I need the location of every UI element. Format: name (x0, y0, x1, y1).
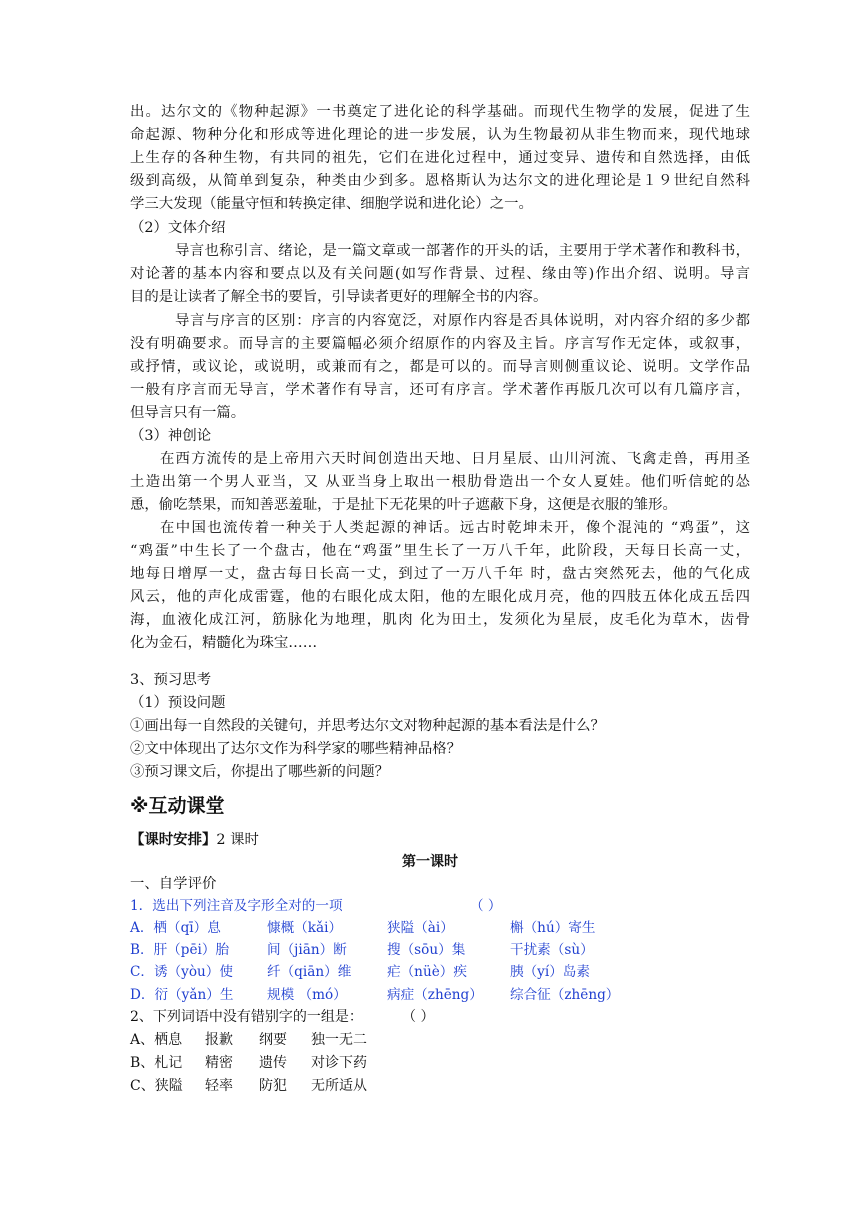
q2-stem: 2、下列词语中没有错别字的一组是： (130, 1009, 363, 1025)
q2-row-c-4: 无所适从 (311, 1078, 367, 1094)
q2-row-b-3: 遗传 (259, 1055, 287, 1071)
q1-row-d-1: D．衍（yǎn）生 (130, 987, 234, 1003)
genre-para1-line-2: 对论著的基本内容和要点以及有关问题(如写作背景、过程、缘由等)作出介绍、说明。导言 (130, 266, 750, 282)
creation-para2-line-4: 风云，他的声化成雷霆，他的右眼化成太阳，他的左眼化成月亮，他的四肢五体化成五岳四 (130, 589, 750, 605)
q1-row-c-2: 纤（qiān）维 (267, 964, 352, 980)
q1-row-c-1: C．诱（yòu）使 (130, 964, 233, 980)
q2-row-a-3: 纲要 (259, 1032, 287, 1048)
preview-subheading: （1）预设问题 (130, 695, 226, 711)
creation-para2-line-2: “鸡蛋”中生长了一个盘古，他在“鸡蛋”里生长了一万八千年，此阶段，天每日长高一丈， (130, 543, 750, 559)
q2-row-a-4: 独一无二 (311, 1032, 367, 1048)
q1-row-b-1: B．肝（pēi）胎 (130, 942, 230, 958)
intro-line-2: 命起源、物种分化和形成等进化理论的进一步发展，认为生物最初从非生物而来，现代地球 (130, 127, 750, 143)
q2-row-b-2: 精密 (205, 1055, 233, 1071)
intro-line-1: 出。达尔文的《物种起源》一书奠定了进化论的科学基础。而现代生物学的发展，促进了生 (130, 104, 750, 120)
preview-heading: 3、预习思考 (130, 672, 212, 688)
self-evaluation-heading: 一、自学评价 (130, 876, 217, 892)
q2-answer-paren: （ ） (402, 1009, 435, 1025)
genre-para2-line-3: 或抒情，或议论，或说明，或兼而有之，都是可以的。而导言则侧重议论、说明。文学作品 (130, 359, 750, 375)
genre-para1-line-1: 导言也称引言、绪论，是一篇文章或一部著作的开头的话，主要用于学术著作和教科书， (175, 243, 750, 259)
section-heading-genre: （2）文体介绍 (130, 220, 226, 236)
schedule-line (130, 828, 750, 851)
q2-row-a-1: A、栖息 (130, 1032, 183, 1048)
q1-row-d-4: 综合征（zhēng） (510, 987, 620, 1003)
q1-row-b-4: 干扰素（sù） (510, 942, 594, 958)
intro-line-5: 学三大发现（能量守恒和转换定律、细胞学说和进化论）之一。 (130, 196, 533, 212)
q1-answer-paren: （ ） (470, 898, 502, 914)
preview-question-3: ③预习课文后，你提出了哪些新的问题？ (130, 764, 390, 780)
schedule-value: 2 课时 (216, 832, 259, 848)
q2-row-b-4: 对诊下药 (311, 1055, 367, 1071)
q2-row-b-1: B、札记 (130, 1055, 183, 1071)
lesson-title: 第一课时 (402, 854, 458, 870)
genre-para2-line-2: 没有明确要求。而导言的主要篇幅必须介绍原作的内容及主旨。序言写作无定体，或叙事， (130, 336, 750, 352)
creation-para2-line-3: 地每日增厚一丈，盘古每日长高一丈，到过了一万八千年 时，盘古突然死去，他的气化成 (130, 566, 750, 582)
q2-row-c-3: 防犯 (259, 1078, 287, 1094)
creation-para2-line-6: 化为金石，精髓化为珠宝…… (130, 635, 318, 651)
creation-para1-line-1: 在西方流传的是上帝用六天时间创造出天地、日月星辰、山川河流、飞禽走兽，再用圣 (160, 451, 750, 467)
q1-row-a-1: A．栖（qī）息 (130, 920, 221, 936)
interactive-classroom-title: ※互动课堂 (130, 795, 225, 817)
q2-row-c-2: 轻率 (205, 1078, 233, 1094)
q1-row-d-3: 病症（zhēng） (387, 987, 483, 1003)
genre-para2-line-1: 导言与序言的区别：序言的内容宽泛，对原作内容是否具体说明，对内容介绍的多少都 (175, 313, 750, 329)
section-heading-creationism: （3）神创论 (130, 428, 212, 444)
q1-row-b-3: 搜（sōu）集 (387, 942, 466, 958)
q1-stem: 1．选出下列注音及字形全对的一项 (130, 898, 343, 914)
intro-line-4: 级到高级，从简单到复杂，种类由少到多。恩格斯认为达尔文的进化理论是１９世纪自然科 (130, 173, 750, 189)
creation-para2-line-1: 在中国也流传着一种关于人类起源的神话。远古时乾坤未开，像个混沌的 “鸡蛋”，这 (160, 520, 750, 536)
q2-row-a-2: 报歉 (205, 1032, 233, 1048)
creation-para1-line-2: 土造出第一个男人亚当，又 从亚当身上取出一根肋骨造出一个女人夏娃。他们听信蛇的怂 (130, 474, 750, 490)
q1-row-a-2: 慷概（kǎi） (267, 920, 343, 936)
schedule-label: 【课时安排】 (130, 831, 217, 848)
q1-row-a-4: 槲（hú）寄生 (510, 920, 596, 936)
preview-question-2: ②文中体现出了达尔文作为科学家的哪些精神品格？ (130, 741, 461, 757)
q1-row-c-3: 疟（nüè）疾 (387, 964, 467, 980)
creation-para2-line-5: 海，血液化成江河，筋脉化为地理，肌肉 化为田土，发须化为星辰，皮毛化为草木，齿骨 (130, 612, 750, 628)
intro-line-3: 上生存的各种生物，有共同的祖先，它们在进化过程中，通过变异、遗传和自然选择，由低 (130, 150, 750, 166)
q1-row-c-4: 胰（yí）岛素 (510, 964, 590, 980)
q1-row-b-2: 间（jiān）断 (267, 942, 347, 958)
genre-para1-line-3: 目的是让读者了解全书的要旨，引导读者更好的理解全书的内容。 (130, 289, 548, 305)
creation-para1-line-3: 恿，偷吃禁果，而知善恶羞耻，于是扯下无花果的叶子遮蔽下身，这便是衣服的雏形。 (130, 497, 677, 513)
genre-para2-line-5: 但导言只有一篇。 (130, 405, 246, 421)
preview-question-1: ①画出每一自然段的关键句，并思考达尔文对物种起源的基本看法是什么？ (130, 718, 605, 734)
genre-para2-line-4: 一般有序言而无导言，学术著作有导言，还可有序言。学术著作再版几次可以有几篇序言， (130, 382, 750, 398)
q1-row-a-3: 狭隘（ài） (387, 920, 454, 936)
q1-row-d-2: 规模 （mó） (267, 987, 347, 1003)
q2-row-c-1: C、狭隘 (130, 1078, 183, 1094)
